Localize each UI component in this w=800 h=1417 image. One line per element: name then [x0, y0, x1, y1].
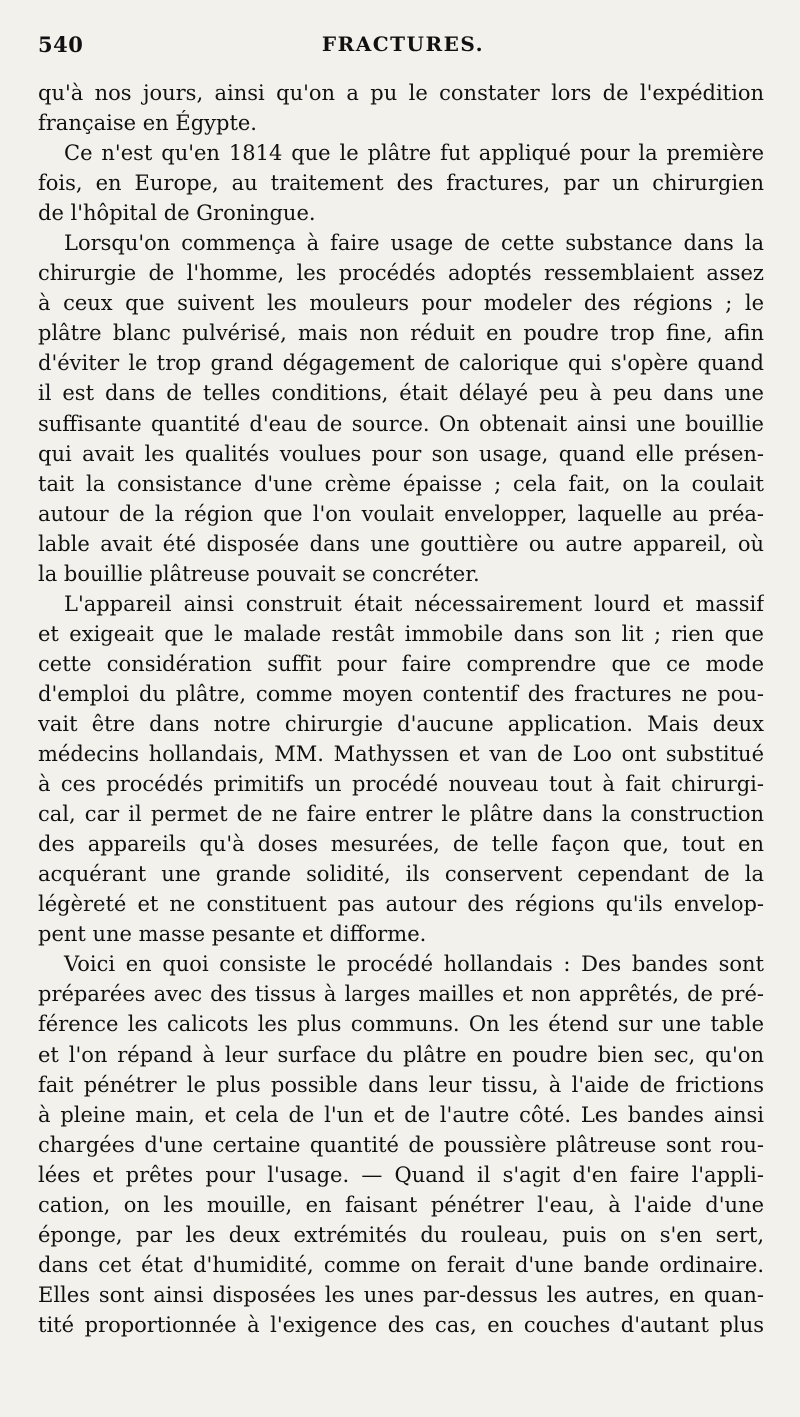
text-line: et l'on répand à leur surface du plâtre en poudre bien sec, qu'on — [38, 1042, 764, 1067]
text-line: à ces procédés primitifs un procédé nouveau tout à fait chirurgi- — [38, 772, 764, 797]
text-line: française en Égypte. — [38, 111, 257, 136]
text-line: cal, car il permet de ne faire entrer le plâtre dans la construction — [38, 802, 764, 827]
text-line: à ceux que suivent les mouleurs pour modeler des régions ; le — [38, 291, 764, 316]
text-line: acquérant une grande solidité, ils conservent cependant de la — [38, 862, 764, 887]
text-line: dans cet état d'humidité, comme on ferait d'une bande ordinaire. — [38, 1252, 764, 1277]
text-line: tité proportionnée à l'exigence des cas, en couches d'autant plus — [38, 1312, 764, 1337]
body-text — [38, 78, 764, 1340]
text-line: d'éviter le trop grand dégagement de calorique qui s'opère quand — [38, 351, 764, 376]
text-line: cation, on les mouille, en faisant pénétrer l'eau, à l'aide d'une — [38, 1192, 764, 1217]
text-line: légèreté et ne constituent pas autour des régions qu'ils envelop- — [38, 892, 764, 917]
text-line: médecins hollandais, MM. Mathyssen et van de Loo ont substitué — [38, 742, 764, 767]
text-line: et exigeait que le malade restât immobile dans son lit ; rien que — [38, 621, 764, 646]
text-line: Elles sont ainsi disposées les unes par-dessus les autres, en quan- — [38, 1282, 764, 1307]
text-line: pent une masse pesante et difforme. — [38, 922, 427, 947]
text-line: chirurgie de l'homme, les procédés adoptés ressemblaient assez — [38, 261, 764, 286]
text-line: suffisante quantité d'eau de source. On obtenait ainsi une bouillie — [38, 411, 764, 436]
text-line: qui avait les qualités voulues pour son usage, quand elle présen- — [38, 441, 764, 466]
text-line: de l'hôpital de Groningue. — [38, 201, 316, 226]
text-line: à pleine main, et cela de l'un et de l'autre côté. Les bandes ainsi — [38, 1102, 764, 1127]
running-title: FRACTURES. — [321, 32, 485, 56]
text-line: cette considération suffit pour faire comprendre que ce mode — [38, 651, 764, 676]
text-line: des appareils qu'à doses mesurées, de telle façon que, tout en — [38, 832, 764, 857]
text-line: chargées d'une certaine quantité de poussière plâtreuse sont rou- — [38, 1132, 764, 1157]
text-line: vait être dans notre chirurgie d'aucune application. Mais deux — [38, 711, 764, 736]
text-line: il est dans de telles conditions, était délayé peu à peu dans une — [38, 381, 764, 406]
text-line: férence les calicots les plus communs. On les étend sur une table — [38, 1012, 764, 1037]
text-line: éponge, par les deux extrémités du rouleau, puis on s'en sert, — [38, 1222, 764, 1247]
page-number: 540 — [38, 32, 84, 57]
text-line: fois, en Europe, au traitement des fractures, par un chirurgien — [38, 171, 764, 196]
text-line: fait pénétrer le plus possible dans leur tissu, à l'aide de frictions — [38, 1072, 764, 1097]
text-line: plâtre blanc pulvérisé, mais non réduit en poudre trop fine, afin — [38, 321, 764, 346]
text-line: Lorsqu'on commença à faire usage de cette substance dans la — [64, 231, 764, 256]
text-line: lées et prêtes pour l'usage. — Quand il s'agit d'en faire l'appli- — [38, 1162, 764, 1187]
text-line: Voici en quoi consiste le procédé hollandais : Des bandes sont — [64, 952, 764, 977]
running-head — [38, 32, 768, 62]
text-line: tait la consistance d'une crème épaisse ; cela fait, on la coulait — [38, 471, 764, 496]
text-line: lable avait été disposée dans une gouttière ou autre appareil, où — [38, 531, 764, 556]
text-line: la bouillie plâtreuse pouvait se concréter. — [38, 561, 480, 586]
text-line: d'emploi du plâtre, comme moyen contentif des fractures ne pou- — [38, 681, 764, 706]
text-line: préparées avec des tissus à larges mailles et non apprêtés, de pré- — [38, 982, 764, 1007]
text-line: autour de la région que l'on voulait envelopper, laquelle au préa- — [38, 501, 764, 526]
text-line: L'appareil ainsi construit était nécessairement lourd et massif — [64, 591, 764, 616]
text-line: Ce n'est qu'en 1814 que le plâtre fut appliqué pour la première — [64, 141, 764, 166]
text-line: qu'à nos jours, ainsi qu'on a pu le constater lors de l'expédition — [38, 81, 764, 105]
